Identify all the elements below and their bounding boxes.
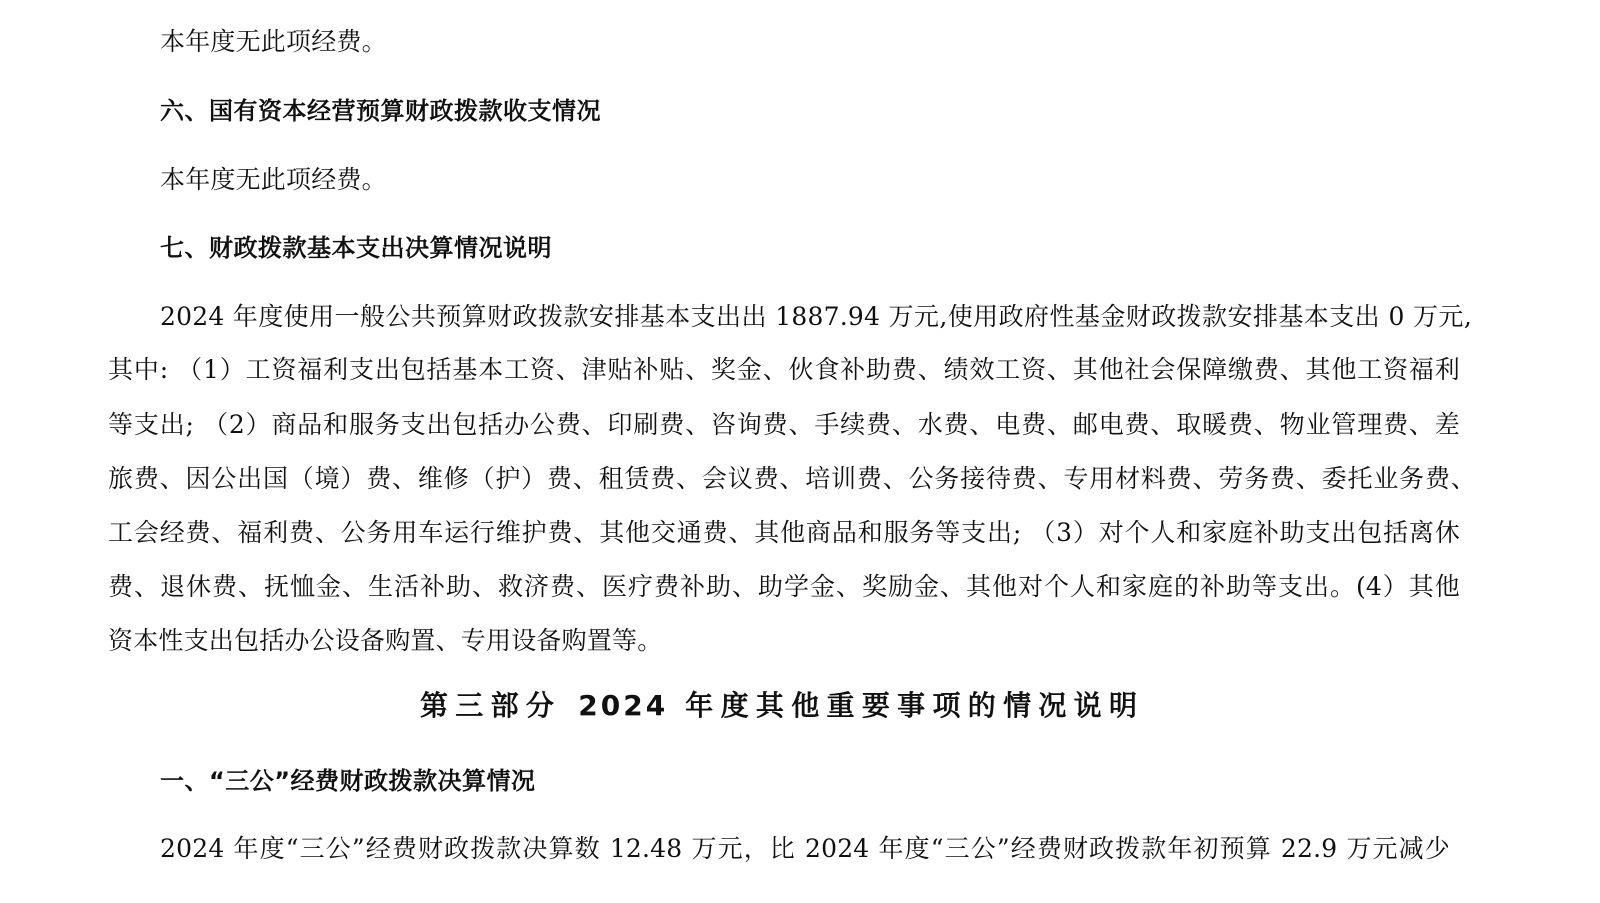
section-6-body-text: 本年度无此项经费。 (160, 165, 387, 194)
part-3-title: 第三部分 2024 年度其他重要事项的情况说明 (420, 689, 1140, 722)
section-6-heading: 六、国有资本经营预算财政拨款收支情况 (160, 97, 601, 125)
section-7-heading: 七、财政拨款基本支出决算情况说明 (160, 234, 552, 262)
section-7-paragraph-line-6: 费、退休费、抚恤金、生活补助、救济费、医疗费补助、助学金、奖励金、其他对个人和家庭的补助等支出。(4）其他 (108, 572, 1460, 601)
section-7-paragraph-line-3: 等支出; （2）商品和服务支出包括办公费、印刷费、咨询费、手续费、水费、电费、邮电费、取暖费、物业管理费、差 (108, 410, 1460, 439)
section-5-body-text: 本年度无此项经费。 (160, 27, 387, 56)
section-7-paragraph-line-1: 2024 年度使用一般公共预算财政拨款安排基本支出出 1887.94 万元,使用政府性基金财政拨款安排基本支出 0 万元, (160, 302, 1472, 331)
section-7-paragraph-line-5: 工会经费、福利费、公务用车运行维护费、其他交通费、其他商品和服务等支出; （3）对个人和家庭补助支出包括离休 (108, 518, 1460, 547)
section-7-paragraph-line-2: 其中: （1）工资福利支出包括基本工资、津贴补贴、奖金、伙食补助费、绩效工资、其他社会保障缴费、其他工资福利 (108, 355, 1460, 384)
part-3-section-1-heading: 一、“三公”经费财政拨款决算情况 (160, 767, 536, 795)
part-3-section-1-body-text: 2024 年度“三公”经费财政拨款决算数 12.48 万元，比 2024 年度“三公”经费财政拨款年初预算 22.9 万元减少 (160, 834, 1450, 863)
section-7-paragraph-line-7: 资本性支出包括办公设备购置、专用设备购置等。 (108, 626, 663, 655)
section-7-paragraph-line-4: 旅费、因公出国（境）费、维修（护）费、租赁费、会议费、培训费、公务接待费、专用材料费、劳务费、委托业务费、 (108, 464, 1476, 493)
